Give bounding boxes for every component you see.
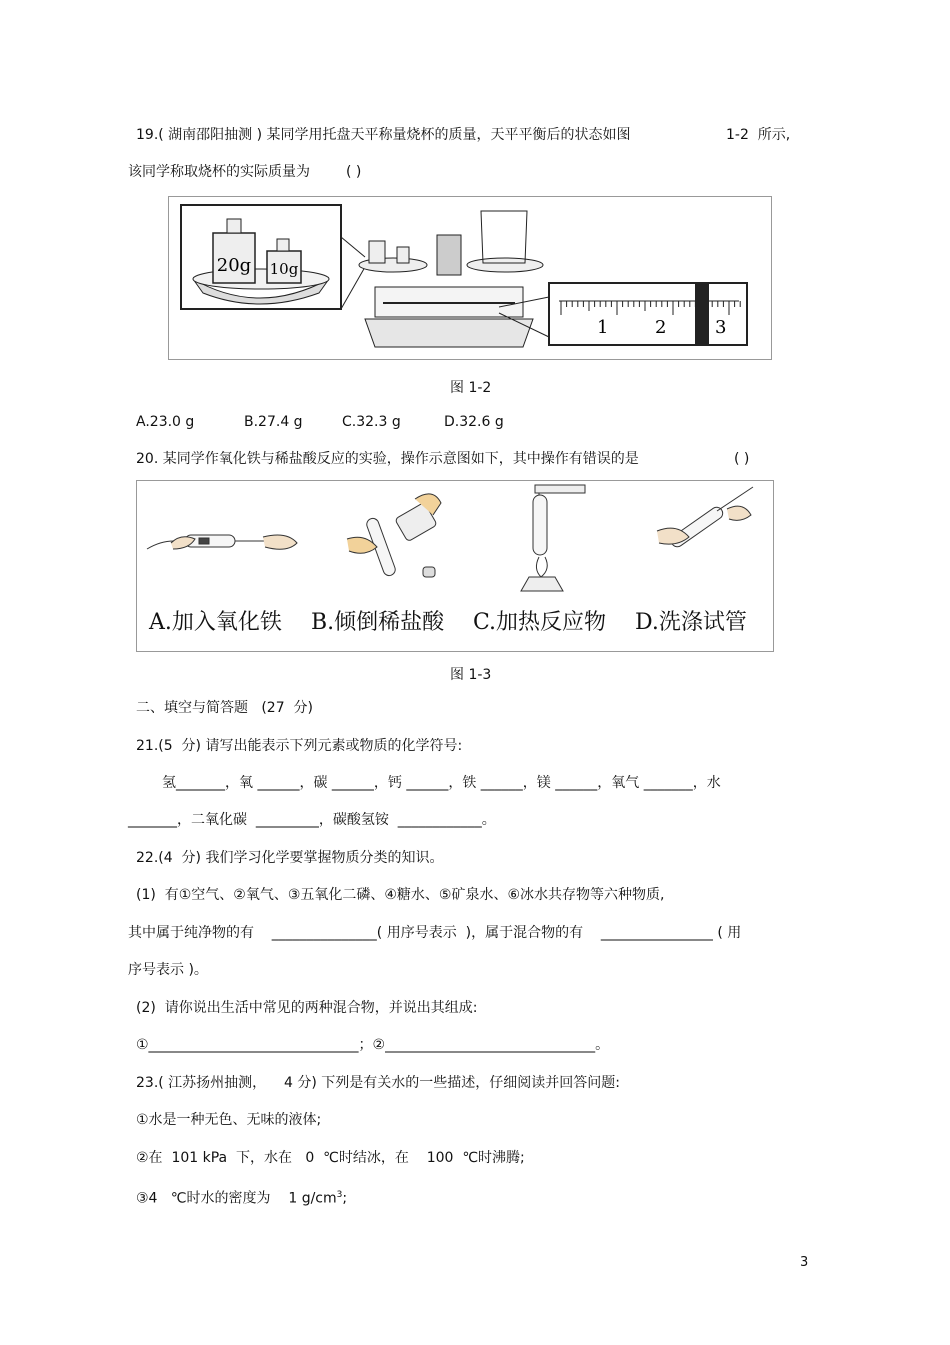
q19-option-d: D.32.6 g xyxy=(444,414,504,430)
q19-line1: 19.( 湖南邵阳抽测 ) 某同学用托盘天平称量烧杯的质量，天平平衡后的状态如图 xyxy=(136,127,631,143)
section-heading: 二、填空与简答题 (27 分) xyxy=(136,700,313,716)
operation-a-drawing xyxy=(147,535,297,549)
operation-c-label: C.加热反应物 xyxy=(473,610,607,635)
weight-10g-label: 10g xyxy=(269,260,299,278)
q23-line3: ②在 101 kPa 下，水在 0 ℃时结冰，在 100 ℃时沸腾; xyxy=(136,1150,525,1166)
operation-a-label: A.加入氧化铁 xyxy=(149,610,282,635)
q22-line2: (1) 有①空气、②氧气、③五氧化二磷、④糖水、⑤矿泉水、⑥冰水共存物等六种物质, xyxy=(136,887,665,903)
q22-line1: 22.(4 分) 我们学习化学要掌握物质分类的知识。 xyxy=(136,850,444,866)
rider xyxy=(695,283,709,345)
q20-answer-paren: ( ) xyxy=(734,451,750,467)
q19-answer-paren: ( ) xyxy=(346,164,362,180)
q22-line6: ①______________________________；②______________________________。 xyxy=(136,1037,610,1053)
lab-operations-figure xyxy=(136,480,774,652)
balance-pointer xyxy=(437,235,461,275)
q19-option-c: C.32.3 g xyxy=(342,414,401,430)
scale-mark-3: 3 xyxy=(715,317,727,338)
q21-line2: 氢_______，氧 ______，碳 ______，钙 ______，铁 ______，镁 ______，氧气 _______，水 xyxy=(162,775,721,791)
balance-figure xyxy=(168,196,772,360)
q22-line5: (2) 请你说出生活中常见的两种混合物，并说出其组成: xyxy=(136,1000,478,1016)
q23-line4-superscript: 3 xyxy=(336,1190,343,1200)
weight-20g-label: 20g xyxy=(216,255,252,276)
q23-line2: ①水是一种无色、无味的液体; xyxy=(136,1112,322,1128)
q20-line1: 20. 某同学作氧化铁与稀盐酸反应的实验，操作示意图如下，其中操作有错误的是 xyxy=(136,451,639,467)
operation-b-drawing xyxy=(347,494,441,577)
q19-option-a: A.23.0 g xyxy=(136,414,195,430)
operation-d-drawing xyxy=(657,487,753,549)
q23-line4 xyxy=(136,1186,347,1208)
balance-illustration xyxy=(169,197,771,359)
q19-line2: 该同学称取烧杯的实际质量为 xyxy=(128,164,310,180)
q19-figure-ref: 1-2 所示, xyxy=(726,127,791,143)
operation-c-drawing xyxy=(521,485,585,591)
q19-option-b: B.27.4 g xyxy=(244,414,303,430)
q23-line1: 23.( 江苏扬州抽测， 4 分) 下列是有关水的一些描述，仔细阅读并回答问题: xyxy=(136,1075,620,1091)
operation-b-label: B.倾倒稀盐酸 xyxy=(311,610,445,635)
q22-line4: 序号表示 )。 xyxy=(128,962,208,978)
q22-line3: 其中属于纯净物的有 _______________( 用序号表示 )，属于混合物的有 ________________ ( 用 xyxy=(128,925,742,941)
page-number: 3 xyxy=(800,1255,809,1270)
figure-caption-1-3: 图 1-3 xyxy=(450,667,492,683)
figure-caption-1-2: 图 1-2 xyxy=(450,380,492,396)
q23-line4-text: ③4 ℃时水的密度为 1 g/cm xyxy=(136,1190,337,1207)
pan-right xyxy=(467,258,543,272)
operation-d-label: D.洗涤试管 xyxy=(635,610,747,635)
q21-line1: 21.(5 分) 请写出能表示下列元素或物质的化学符号: xyxy=(136,738,463,754)
beaker xyxy=(481,211,527,263)
lab-operations-illustration xyxy=(137,481,773,603)
scale-mark-1: 1 xyxy=(597,317,609,338)
balance-base xyxy=(365,319,533,347)
scale-mark-2: 2 xyxy=(655,317,667,338)
q21-line3: _______，二氧化碳 _________，碳酸氢铵 ____________。 xyxy=(128,812,496,828)
q23-line4-end: ; xyxy=(342,1190,348,1207)
